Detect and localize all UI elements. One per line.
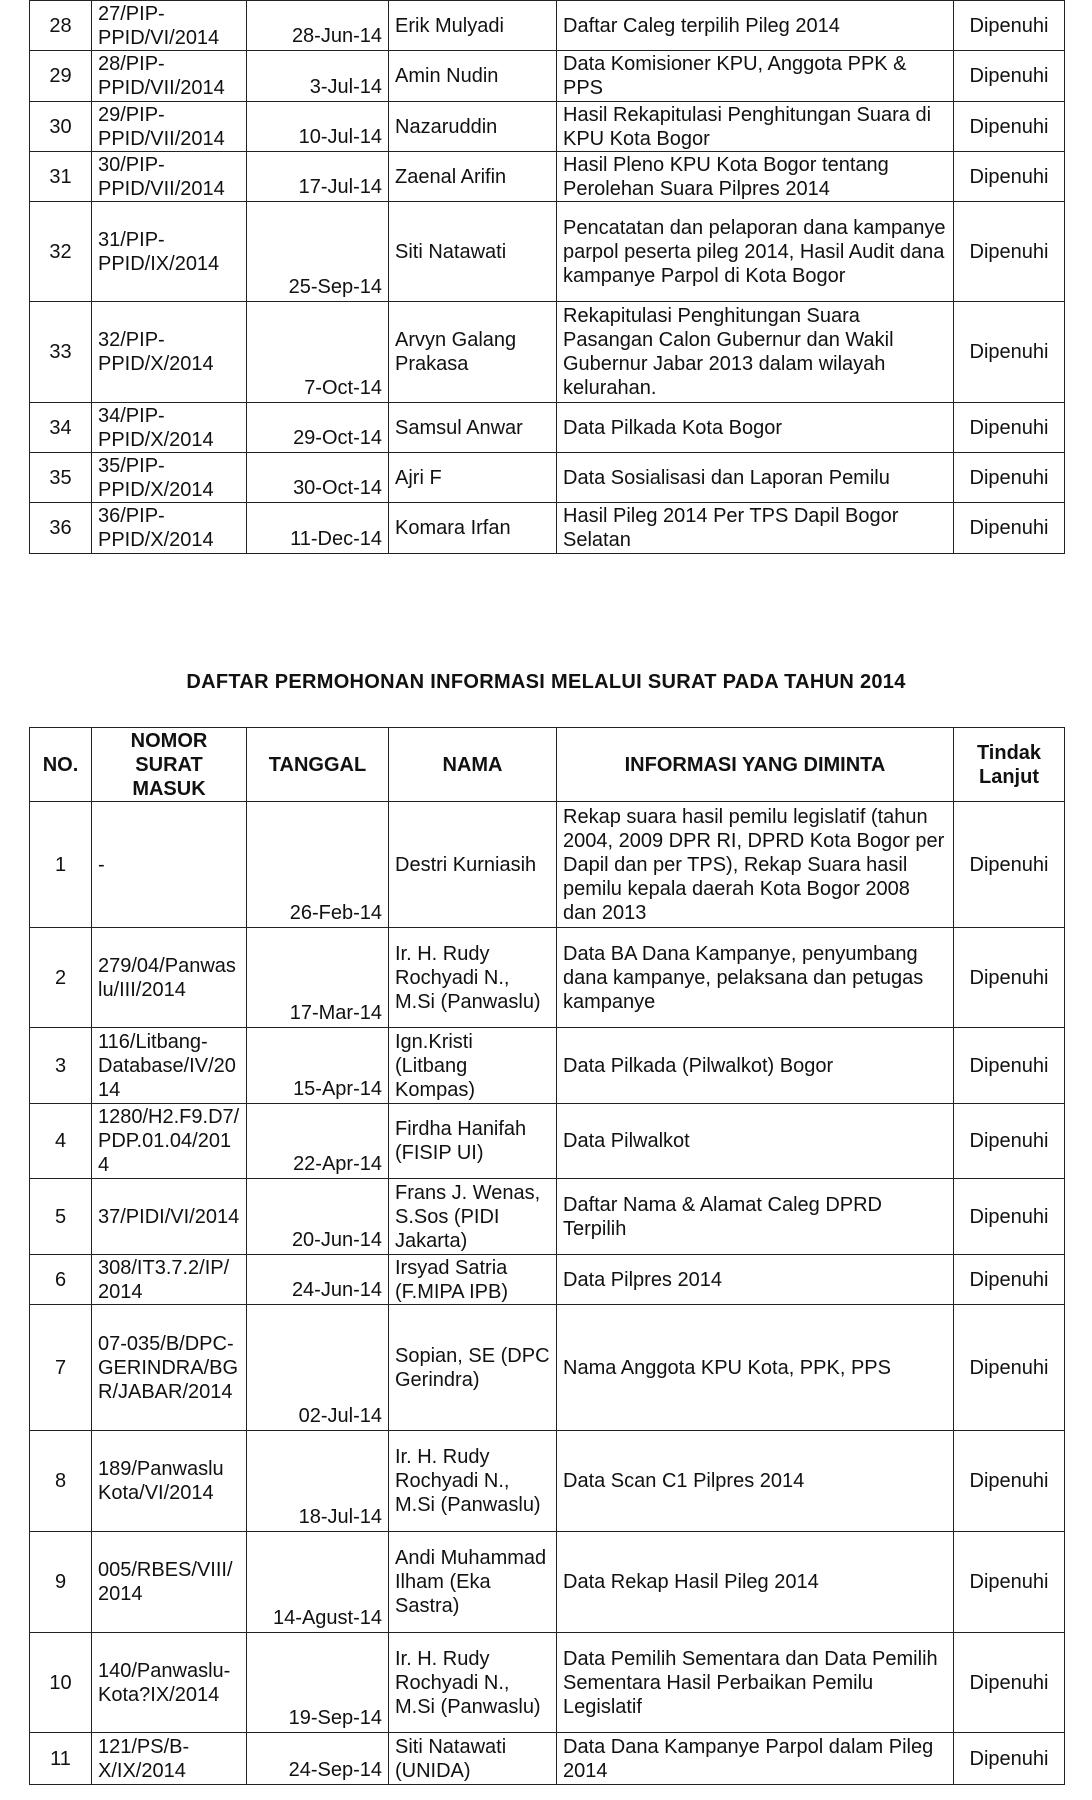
table-row (30, 302, 1065, 403)
cell-tanggal: 14-Agust-14 (247, 1532, 389, 1633)
cell-nomor-surat: 28/PIP-PPID/VII/2014 (92, 51, 247, 102)
header-nama: NAMA (389, 728, 557, 802)
cell-nomor-surat: 32/PIP-PPID/X/2014 (92, 302, 247, 403)
table-row (30, 403, 1065, 453)
cell-tanggal: 17-Jul-14 (247, 152, 389, 202)
cell-tanggal: 20-Jun-14 (247, 1179, 389, 1255)
cell-no: 10 (30, 1633, 92, 1733)
cell-nama: Sopian, SE (DPC Gerindra) (389, 1305, 557, 1431)
cell-nama: Ir. H. Rudy Rochyadi N., M.Si (Panwaslu) (389, 1633, 557, 1733)
cell-nama: Ir. H. Rudy Rochyadi N., M.Si (Panwaslu) (389, 928, 557, 1028)
cell-no: 35 (30, 453, 92, 503)
cell-informasi: Data Pilwalkot (557, 1104, 954, 1179)
cell-nama: Nazaruddin (389, 102, 557, 152)
cell-informasi: Data Komisioner KPU, Anggota PPK & PPS (557, 51, 954, 102)
cell-tindak-lanjut: Dipenuhi (954, 928, 1065, 1028)
cell-nomor-surat: 34/PIP-PPID/X/2014 (92, 403, 247, 453)
cell-no: 32 (30, 202, 92, 302)
cell-nomor-surat: 140/Panwaslu-Kota?IX/2014 (92, 1633, 247, 1733)
cell-nomor-surat: 35/PIP-PPID/X/2014 (92, 453, 247, 503)
cell-nama: Arvyn Galang Prakasa (389, 302, 557, 403)
cell-nama: Ign.Kristi (Litbang Kompas) (389, 1028, 557, 1104)
table-row (30, 51, 1065, 102)
cell-tindak-lanjut: Dipenuhi (954, 802, 1065, 928)
cell-tanggal: 25-Sep-14 (247, 202, 389, 302)
table-row (30, 1431, 1065, 1532)
cell-no: 4 (30, 1104, 92, 1179)
cell-tindak-lanjut: Dipenuhi (954, 1431, 1065, 1532)
cell-nomor-surat: 30/PIP-PPID/VII/2014 (92, 152, 247, 202)
cell-informasi: Data Rekap Hasil Pileg 2014 (557, 1532, 954, 1633)
cell-tanggal: 15-Apr-14 (247, 1028, 389, 1104)
cell-tanggal: 29-Oct-14 (247, 403, 389, 453)
cell-informasi: Hasil Pileg 2014 Per TPS Dapil Bogor Selatan (557, 503, 954, 554)
cell-tindak-lanjut: Dipenuhi (954, 152, 1065, 202)
cell-nomor-surat: 36/PIP-PPID/X/2014 (92, 503, 247, 554)
cell-tindak-lanjut: Dipenuhi (954, 102, 1065, 152)
cell-nomor-surat: 27/PIP-PPID/VI/2014 (92, 1, 247, 51)
table-row (30, 1633, 1065, 1733)
table-row (30, 802, 1065, 928)
cell-no: 34 (30, 403, 92, 453)
cell-no: 30 (30, 102, 92, 152)
cell-nama: Ajri F (389, 453, 557, 503)
cell-tanggal: 10-Jul-14 (247, 102, 389, 152)
cell-nama: Andi Muhammad Ilham (Eka Sastra) (389, 1532, 557, 1633)
cell-tanggal: 02-Jul-14 (247, 1305, 389, 1431)
table-row (30, 1, 1065, 51)
table-row (30, 1028, 1065, 1104)
cell-tindak-lanjut: Dipenuhi (954, 1104, 1065, 1179)
table-row (30, 1532, 1065, 1633)
cell-no: 36 (30, 503, 92, 554)
cell-nama: Zaenal Arifin (389, 152, 557, 202)
cell-no: 8 (30, 1431, 92, 1532)
cell-nomor-surat: - (92, 802, 247, 928)
cell-tanggal: 18-Jul-14 (247, 1431, 389, 1532)
cell-nomor-surat: 07-035/B/DPC-GERINDRA/BGR/JABAR/2014 (92, 1305, 247, 1431)
cell-nama: Amin Nudin (389, 51, 557, 102)
letter-request-table (29, 727, 1065, 1785)
cell-no: 28 (30, 1, 92, 51)
cell-tindak-lanjut: Dipenuhi (954, 503, 1065, 554)
cell-nama: Frans J. Wenas, S.Sos (PIDI Jakarta) (389, 1179, 557, 1255)
cell-no: 5 (30, 1179, 92, 1255)
cell-tindak-lanjut: Dipenuhi (954, 453, 1065, 503)
cell-informasi: Data Pemilih Sementara dan Data Pemilih Sementara Hasil Perbaikan Pemilu Legislatif (557, 1633, 954, 1733)
table-row (30, 152, 1065, 202)
cell-nomor-surat: 005/RBES/VIII/2014 (92, 1532, 247, 1633)
table-row (30, 928, 1065, 1028)
cell-tindak-lanjut: Dipenuhi (954, 1305, 1065, 1431)
cell-informasi: Hasil Rekapitulasi Penghitungan Suara di KPU Kota Bogor (557, 102, 954, 152)
cell-tanggal: 22-Apr-14 (247, 1104, 389, 1179)
cell-no: 29 (30, 51, 92, 102)
cell-informasi: Data BA Dana Kampanye, penyumbang dana kampanye, pelaksana dan petugas kampanye (557, 928, 954, 1028)
cell-informasi: Data Dana Kampanye Parpol dalam Pileg 2014 (557, 1733, 954, 1785)
cell-nama: Komara Irfan (389, 503, 557, 554)
cell-tindak-lanjut: Dipenuhi (954, 1255, 1065, 1305)
cell-informasi: Data Pilkada (Pilwalkot) Bogor (557, 1028, 954, 1104)
cell-informasi: Hasil Pleno KPU Kota Bogor tentang Perolehan Suara Pilpres 2014 (557, 152, 954, 202)
cell-nama: Ir. H. Rudy Rochyadi N., M.Si (Panwaslu) (389, 1431, 557, 1532)
cell-tanggal: 30-Oct-14 (247, 453, 389, 503)
table-row (30, 453, 1065, 503)
cell-tanggal: 3-Jul-14 (247, 51, 389, 102)
cell-no: 11 (30, 1733, 92, 1785)
cell-nama: Siti Natawati (389, 202, 557, 302)
cell-tindak-lanjut: Dipenuhi (954, 403, 1065, 453)
header-nomor-surat: NOMOR SURAT MASUK (92, 728, 247, 802)
header-no: NO. (30, 728, 92, 802)
cell-tindak-lanjut: Dipenuhi (954, 1532, 1065, 1633)
section-title: DAFTAR PERMOHONAN INFORMASI MELALUI SURAT PADA TAHUN 2014 (186, 671, 906, 693)
cell-informasi: Pencatatan dan pelaporan dana kampanye parpol peserta pileg 2014, Hasil Audit dana kampanye Parpol di Kota Bogor (557, 202, 954, 302)
cell-tanggal: 24-Sep-14 (247, 1733, 389, 1785)
cell-informasi: Rekapitulasi Penghitungan Suara Pasangan Calon Gubernur dan Wakil Gubernur Jabar 2013 dalam wilayah kelurahan. (557, 302, 954, 403)
cell-nomor-surat: 29/PIP-PPID/VII/2014 (92, 102, 247, 152)
cell-nomor-surat: 116/Litbang-Database/IV/2014 (92, 1028, 247, 1104)
table-row (30, 1733, 1065, 1785)
letter-request-table-body (30, 802, 1065, 1785)
cell-tindak-lanjut: Dipenuhi (954, 1179, 1065, 1255)
table-row (30, 1179, 1065, 1255)
cell-no: 9 (30, 1532, 92, 1633)
cell-nama: Destri Kurniasih (389, 802, 557, 928)
cell-tindak-lanjut: Dipenuhi (954, 1633, 1065, 1733)
header-informasi: INFORMASI YANG DIMINTA (557, 728, 954, 802)
cell-nomor-surat: 279/04/Panwaslu/III/2014 (92, 928, 247, 1028)
cell-no: 7 (30, 1305, 92, 1431)
cell-informasi: Nama Anggota KPU Kota, PPK, PPS (557, 1305, 954, 1431)
table-row (30, 503, 1065, 554)
cell-no: 3 (30, 1028, 92, 1104)
cell-nomor-surat: 37/PIDI/VI/2014 (92, 1179, 247, 1255)
cell-nama: Irsyad Satria (F.MIPA IPB) (389, 1255, 557, 1305)
cell-nama: Siti Natawati (UNIDA) (389, 1733, 557, 1785)
header-tanggal: TANGGAL (247, 728, 389, 802)
cell-tanggal: 17-Mar-14 (247, 928, 389, 1028)
cell-informasi: Daftar Caleg terpilih Pileg 2014 (557, 1, 954, 51)
cell-informasi: Daftar Nama & Alamat Caleg DPRD Terpilih (557, 1179, 954, 1255)
cell-tanggal: 11-Dec-14 (247, 503, 389, 554)
table-row (30, 202, 1065, 302)
cell-tindak-lanjut: Dipenuhi (954, 302, 1065, 403)
cell-tanggal: 19-Sep-14 (247, 1633, 389, 1733)
cell-no: 33 (30, 302, 92, 403)
cell-no: 31 (30, 152, 92, 202)
cell-tanggal: 24-Jun-14 (247, 1255, 389, 1305)
cell-nomor-surat: 189/Panwaslu Kota/VI/2014 (92, 1431, 247, 1532)
cell-informasi: Data Sosialisasi dan Laporan Pemilu (557, 453, 954, 503)
cell-tanggal: 28-Jun-14 (247, 1, 389, 51)
cell-tindak-lanjut: Dipenuhi (954, 1028, 1065, 1104)
cell-nomor-surat: 31/PIP-PPID/IX/2014 (92, 202, 247, 302)
cell-no: 6 (30, 1255, 92, 1305)
cell-informasi: Data Pilkada Kota Bogor (557, 403, 954, 453)
table-row (30, 1305, 1065, 1431)
cell-nama: Firdha Hanifah (FISIP UI) (389, 1104, 557, 1179)
letter-request-table-header (30, 728, 1065, 802)
cell-tanggal: 7-Oct-14 (247, 302, 389, 403)
request-table-body (30, 1, 1065, 554)
cell-informasi: Rekap suara hasil pemilu legislatif (tahun 2004, 2009 DPR RI, DPRD Kota Bogor per Dapil dan per TPS), Rekap Suara hasil pemilu kepala daerah Kota Bogor 2008 dan 2013 (557, 802, 954, 928)
cell-tindak-lanjut: Dipenuhi (954, 1733, 1065, 1785)
request-table-continued (29, 0, 1065, 554)
cell-tanggal: 26-Feb-14 (247, 802, 389, 928)
cell-tindak-lanjut: Dipenuhi (954, 51, 1065, 102)
cell-nomor-surat: 1280/H2.F9.D7/PDP.01.04/2014 (92, 1104, 247, 1179)
cell-nama: Erik Mulyadi (389, 1, 557, 51)
cell-nama: Samsul Anwar (389, 403, 557, 453)
cell-nomor-surat: 308/IT3.7.2/IP/2014 (92, 1255, 247, 1305)
cell-informasi: Data Scan C1 Pilpres 2014 (557, 1431, 954, 1532)
cell-no: 1 (30, 802, 92, 928)
cell-tindak-lanjut: Dipenuhi (954, 202, 1065, 302)
table-row (30, 102, 1065, 152)
cell-informasi: Data Pilpres 2014 (557, 1255, 954, 1305)
cell-tindak-lanjut: Dipenuhi (954, 1, 1065, 51)
cell-no: 2 (30, 928, 92, 1028)
header-tindak-lanjut: Tindak Lanjut (954, 728, 1065, 802)
table-row (30, 1255, 1065, 1305)
table-row (30, 1104, 1065, 1179)
cell-nomor-surat: 121/PS/B-X/IX/2014 (92, 1733, 247, 1785)
